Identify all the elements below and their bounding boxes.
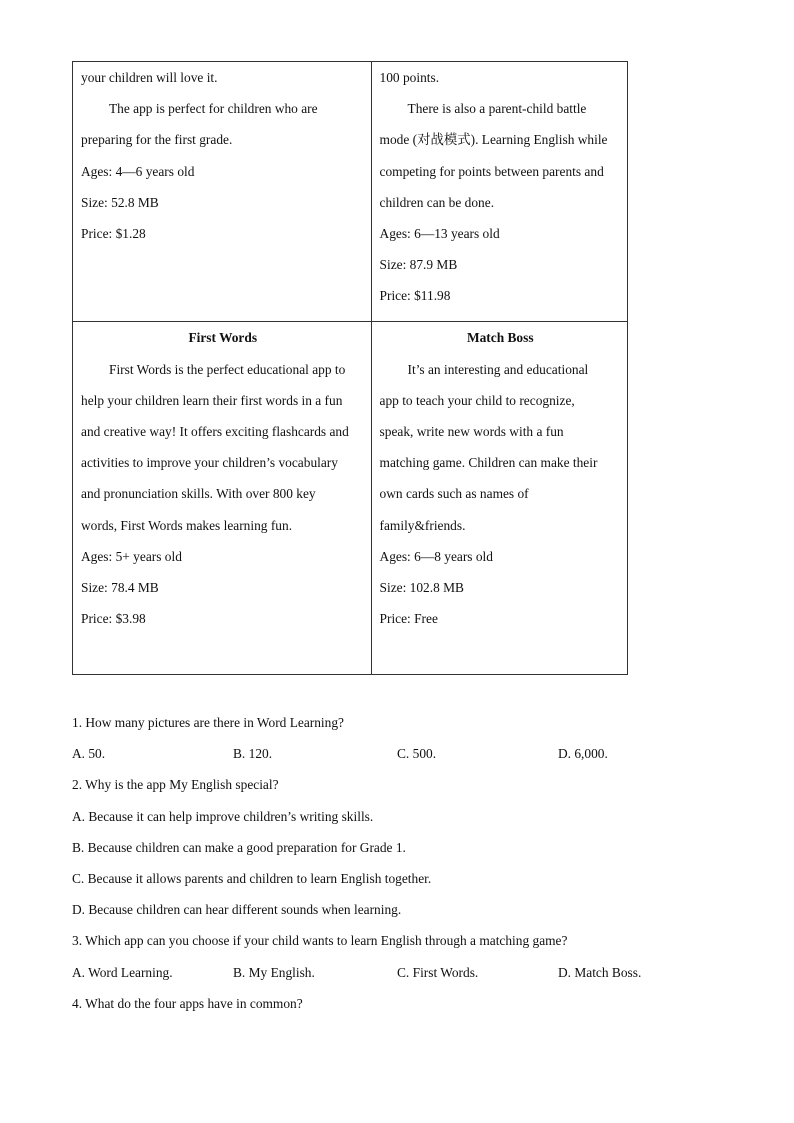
- app-price: Price: Free: [379, 611, 438, 627]
- option-d: D. Match Boss.: [558, 964, 642, 980]
- option-b: B. My English.: [233, 964, 315, 980]
- app-price: Price: $1.28: [81, 226, 146, 242]
- description-line: 100 points.: [379, 70, 440, 85]
- question-2: 2. Why is the app My English special?: [72, 777, 279, 793]
- question-3: 3. Which app can you choose if your child wants to learn English through a matching game?: [72, 933, 568, 949]
- questions-section: [72, 707, 712, 1019]
- option-a: A. Word Learning.: [72, 964, 173, 980]
- table-row: [73, 322, 628, 675]
- description-line: preparing for the first grade.: [81, 132, 233, 148]
- description-line: The app is perfect for children who are: [109, 101, 318, 117]
- table-row: [73, 62, 628, 322]
- option-d: D. 6,000.: [558, 746, 608, 762]
- app-title: Match Boss: [466, 330, 534, 346]
- option-a: A. 50.: [72, 746, 106, 762]
- my-english-cell: [371, 62, 627, 322]
- description-line: app to teach your child to recognize,: [379, 392, 575, 408]
- description-line: help your children learn their first words in a fun: [81, 392, 343, 408]
- description-line: family&friends.: [379, 517, 466, 533]
- description-line: First Words is the perfect educational app to: [109, 361, 346, 377]
- option-c: C. 500.: [397, 746, 437, 762]
- app-title: First Words: [188, 330, 258, 346]
- option-c: C. First Words.: [397, 964, 479, 980]
- match-boss-cell: [371, 322, 627, 675]
- option-b: B. 120.: [233, 746, 273, 762]
- app-size: Size: 102.8 MB: [379, 580, 464, 596]
- app-price: Price: $3.98: [81, 611, 146, 627]
- option-d: D. Because children can hear different sounds when learning.: [72, 902, 402, 918]
- description-line: It’s an interesting and educational: [407, 361, 589, 377]
- description-line: activities to improve your children’s vocabulary: [81, 455, 338, 471]
- app-price: Price: $11.98: [379, 288, 451, 304]
- app-size: Size: 78.4 MB: [81, 580, 159, 596]
- description-line: mode (对战模式). Learning English while: [379, 132, 608, 148]
- app-ages: Ages: 6—8 years old: [379, 548, 493, 564]
- first-words-cell: [73, 322, 372, 675]
- app-ages: Ages: 5+ years old: [81, 548, 182, 564]
- question-3-options: [72, 957, 712, 988]
- description-line: and pronunciation skills. With over 800 key: [81, 486, 316, 502]
- description-line: words, First Words makes learning fun.: [81, 517, 293, 533]
- description-line: competing for points between parents and: [379, 163, 604, 179]
- description-line: children can be done.: [379, 194, 495, 210]
- apps-table: [72, 61, 628, 675]
- description-line: and creative way! It offers exciting flashcards and: [81, 424, 349, 440]
- question-4: 4. What do the four apps have in common?: [72, 995, 303, 1011]
- description-line: own cards such as names of: [379, 486, 529, 502]
- question-1-options: [72, 738, 712, 769]
- option-a: A. Because it can help improve children’s writing skills.: [72, 808, 374, 824]
- app-size: Size: 52.8 MB: [81, 194, 159, 210]
- description-line: matching game. Children can make their: [379, 455, 598, 471]
- description-line: speak, write new words with a fun: [379, 424, 564, 440]
- description-line: your children will love it.: [81, 70, 218, 85]
- app-ages: Ages: 6—13 years old: [379, 226, 500, 242]
- app-ages: Ages: 4—6 years old: [81, 163, 195, 179]
- option-b: B. Because children can make a good preparation for Grade 1.: [72, 839, 406, 855]
- option-c: C. Because it allows parents and children to learn English together.: [72, 871, 432, 886]
- description-line: There is also a parent-child battle: [407, 101, 587, 117]
- word-learning-cell: [73, 62, 372, 322]
- app-size: Size: 87.9 MB: [379, 257, 458, 273]
- question-1: 1. How many pictures are there in Word Learning?: [72, 715, 344, 730]
